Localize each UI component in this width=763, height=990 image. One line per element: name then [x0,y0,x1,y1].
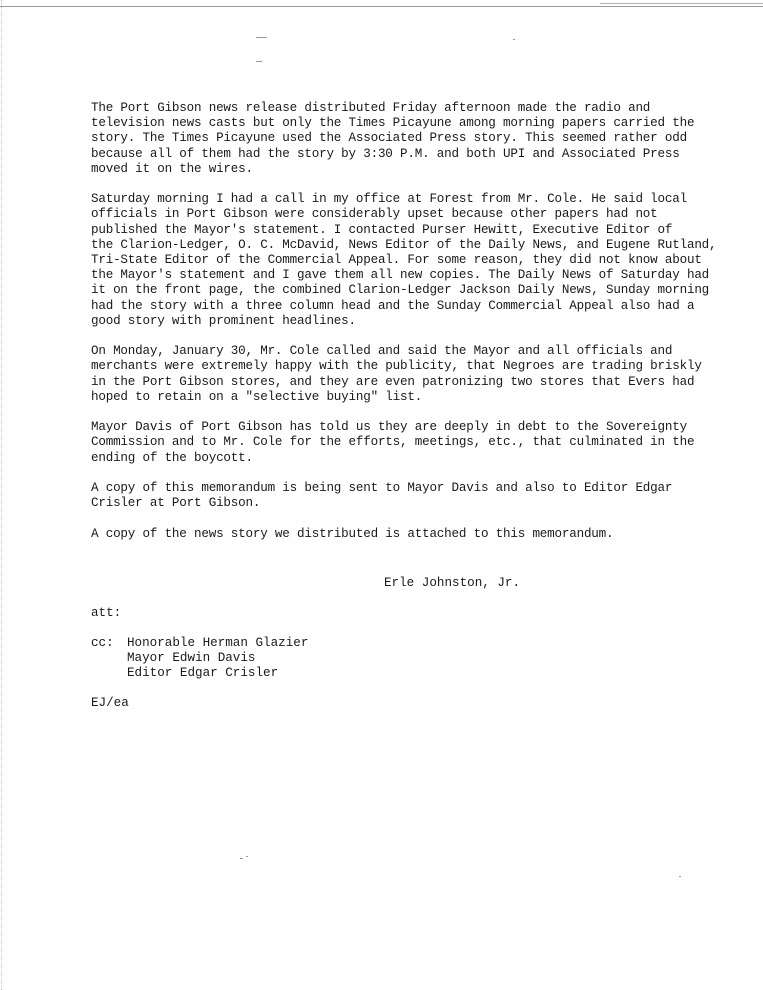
memo-paragraph: A copy of this memorandum is being sent to Mayor Davis and also to Editor Edgar Crisler at Port Gibson. [91,481,673,511]
attachment-label: att: [91,606,122,620]
scan-speck [240,858,243,859]
scan-speck [246,856,248,857]
memo-paragraph: A copy of the news story we distributed is attached to this memorandum. [91,526,614,541]
scan-speck [256,61,262,62]
scan-speck [256,37,267,38]
cc-recipient: Honorable Herman Glazier [127,636,309,650]
cc-line [91,636,308,651]
memo-body [91,101,756,557]
scan-speck [513,39,515,40]
signature-name: Erle Johnston, Jr. [384,576,521,590]
top-edge-rule [0,6,763,7]
left-page-edge [1,0,2,990]
cc-block [91,636,308,682]
top-edge-rule-secondary [600,3,763,4]
scan-speck [679,876,681,877]
memo-paragraph: The Port Gibson news release distributed Friday afternoon made the radio and television news casts but only the Times Picayune among morning papers carried the story. The Times Picayune used the Associated Press story. This seemed rather odd because all of them had the story by 3:30 P.M. and both UPI and Associated Press moved it on the wires. [91,101,695,176]
cc-label: cc: [91,636,114,650]
cc-recipient: Mayor Edwin Davis [127,651,256,666]
memo-paragraph: Mayor Davis of Port Gibson has told us they are deeply in debt to the Sovereignty Commission and to Mr. Cole for the efforts, meetings, etc., that culminated in the ending of the boycott. [91,420,695,465]
typist-initials: EJ/ea [91,696,129,710]
cc-recipient: Editor Edgar Crisler [127,666,279,681]
memo-paragraph: On Monday, January 30, Mr. Cole called and said the Mayor and all officials and merchants were extremely happy with the publicity, that Negroes are trading briskly in the Port Gibson stores, and they are even patronizing two stores that Evers had hoped to retain on a "selective buying" list. [91,344,702,404]
memo-paragraph: Saturday morning I had a call in my office at Forest from Mr. Cole. He said local officials in Port Gibson were considerably upset because other papers had not published the Mayor's statement. I contacted Purser Hewitt, Executive Editor of the Clarion-Ledger, O. C. McDavid, News Editor of the Daily News, and Eugene Rutland, Tri-State Editor of the Commercial Appeal. For some reason, they did not know about the Mayor's statement and I gave them all new copies. The Daily News of Saturday had it on the front page, the combined Clarion-Ledger Jackson Daily News, Sunday morning had the story with a three column head and the Sunday Commercial Appeal also had a good story with prominent headlines. [91,192,717,328]
